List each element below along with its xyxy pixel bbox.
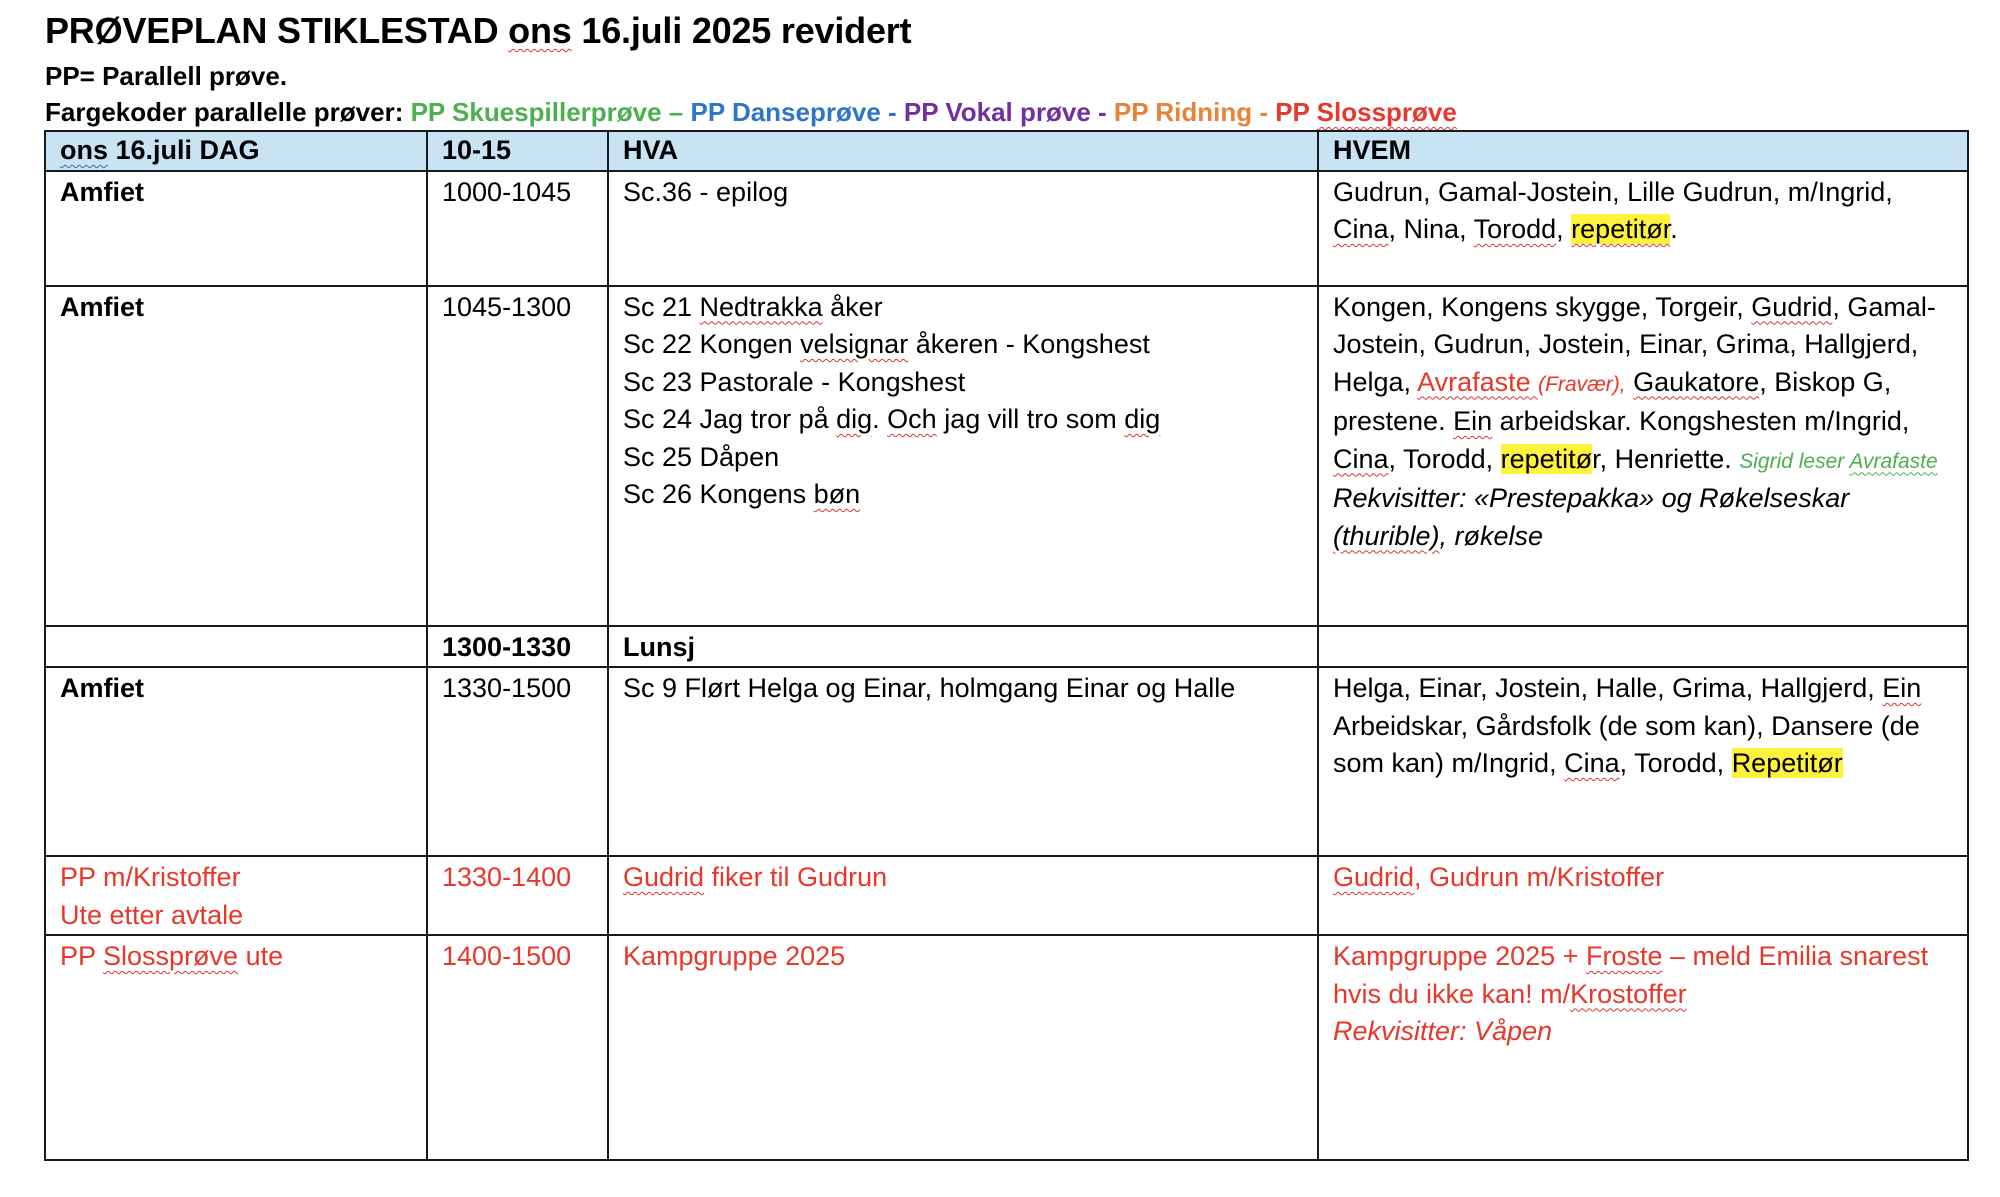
cell-what: Sc 9 Flørt Helga og Einar, holmgang Einar og Halle bbox=[608, 667, 1318, 856]
who-gudrid: Gudrid bbox=[1751, 291, 1833, 322]
place-text: ute bbox=[238, 941, 284, 971]
cell-what: Kampgruppe 2025 bbox=[608, 935, 1318, 1160]
cell-place: Amfiet bbox=[45, 286, 427, 626]
who-sigrid-note: Sigrid leser bbox=[1739, 449, 1850, 473]
cell-who bbox=[1318, 286, 1968, 626]
who-text: , Torodd, bbox=[1619, 748, 1732, 778]
header-what: HVA bbox=[608, 131, 1318, 171]
who-text: , Torodd, bbox=[1388, 443, 1501, 474]
who-repetitor-highlight: repetitør bbox=[1571, 214, 1671, 244]
scene-text: dig bbox=[1124, 404, 1161, 434]
table-row bbox=[45, 856, 1968, 935]
props-text: Rekvisitter: «Prestepakka» og Røkelseskar bbox=[1333, 483, 1850, 513]
table-row bbox=[45, 626, 1968, 668]
cell-who bbox=[1318, 935, 1968, 1160]
header-day-date: 16.juli DAG bbox=[108, 135, 260, 165]
place-line: PP m/Kristoffer bbox=[60, 862, 241, 892]
table-header-row bbox=[45, 131, 1968, 171]
cell-time: 1330-1500 bbox=[427, 667, 608, 856]
who-repetitor-highlight: repetitø bbox=[1500, 443, 1593, 474]
table-row bbox=[45, 286, 1968, 626]
cell-what: Sc.36 - epilog bbox=[608, 171, 1318, 286]
who-repetitor-highlight: Repetitør bbox=[1731, 748, 1843, 778]
cell-time: 1000-1045 bbox=[427, 171, 608, 286]
schedule-table bbox=[44, 130, 1969, 1161]
legend-sloss: Slossprøve bbox=[1316, 97, 1457, 127]
legend-skuespiller: PP Skuespillerprøve bbox=[410, 97, 662, 127]
cell-time: 1330-1400 bbox=[427, 856, 608, 935]
props-text: , røkelse bbox=[1439, 520, 1544, 551]
who-froste: Froste bbox=[1585, 941, 1663, 971]
legend-sloss-prefix: PP bbox=[1275, 97, 1317, 127]
header-who: HVEM bbox=[1318, 131, 1968, 171]
what-gudrid: Gudrid bbox=[623, 862, 705, 892]
scene-text: dig bbox=[836, 404, 873, 434]
who-text: Kampgruppe 2025 + bbox=[1333, 941, 1586, 971]
scene-line bbox=[623, 289, 1303, 327]
title-suffix: 16.juli 2025 revidert bbox=[571, 10, 912, 51]
who-text: arbeidskar. Kongshesten m/Ingrid, bbox=[1492, 406, 1910, 436]
cell-what: Lunsj bbox=[608, 626, 1318, 668]
who-text: Kongen, Kongens skygge, Torgeir, bbox=[1333, 291, 1752, 322]
header-time: 10-15 bbox=[427, 131, 608, 171]
cell-what bbox=[608, 856, 1318, 935]
who-text: Helga, Einar, Jostein, Halle, Grima, Hallgjerd, bbox=[1333, 673, 1883, 703]
scene-text: bøn bbox=[813, 479, 861, 509]
who-text: Gudrun, Gamal-Jostein, Lille Gudrun, m/Ingrid, bbox=[1333, 176, 1893, 207]
who-avrafaste: Avrafaste bbox=[1417, 366, 1539, 397]
pp-definition: PP= Parallell prøve. bbox=[45, 61, 288, 91]
table-row bbox=[45, 667, 1968, 856]
cell-who bbox=[1318, 626, 1968, 668]
props-line: Rekvisitter: Våpen bbox=[1333, 1016, 1553, 1046]
scene-line bbox=[623, 326, 1303, 364]
place-slossprove: Slossprøve bbox=[103, 941, 239, 971]
who-text: . bbox=[1670, 214, 1678, 244]
header-day bbox=[45, 131, 427, 171]
header-day-ons: ons bbox=[60, 135, 109, 165]
cell-what bbox=[608, 286, 1318, 626]
who-text: , Gamal-Jostein, Gudrun, Jostein, Einar, Grima, Hallgjerd, Helga, bbox=[1333, 291, 1936, 397]
scene-text: Sc 26 Kongens bbox=[623, 479, 814, 509]
color-code-legend bbox=[45, 94, 1965, 130]
scene-text: velsignar bbox=[800, 329, 909, 359]
place-line: Ute etter avtale bbox=[60, 899, 244, 930]
title-date-word: ons bbox=[508, 10, 572, 51]
legend-sep: – bbox=[661, 97, 691, 127]
who-gudrid: Gudrid bbox=[1333, 862, 1415, 892]
title-prefix: PRØVEPLAN STIKLESTAD bbox=[45, 10, 509, 51]
who-text: Arbeidskar, Gårdsfolk (de som kan), Dansere (de som kan) m/Ingrid, bbox=[1333, 710, 1920, 778]
scene-text: . bbox=[872, 404, 888, 434]
legend-vokal: PP Vokal prøve bbox=[903, 97, 1091, 127]
scene-text: Sc 22 Kongen bbox=[623, 329, 801, 359]
page-title bbox=[45, 8, 1965, 54]
props-text: (thurible) bbox=[1333, 520, 1440, 551]
who-gaukatore: Gaukatore bbox=[1633, 366, 1760, 397]
scene-line: Sc 25 Dåpen bbox=[623, 441, 780, 472]
who-cina: Cina bbox=[1333, 443, 1389, 474]
who-sigrid-note: Avrafaste bbox=[1849, 449, 1938, 473]
who-text: , Gudrun m/Kristoffer bbox=[1414, 862, 1665, 892]
props-line bbox=[1333, 480, 1953, 555]
who-text: , Nina, bbox=[1388, 214, 1474, 244]
who-cina: Cina bbox=[1333, 214, 1389, 244]
scene-text: Nedtrakka bbox=[699, 291, 823, 322]
who-text: , Biskop G, prestene. bbox=[1333, 366, 1892, 436]
legend-sep: - bbox=[1090, 97, 1114, 127]
scene-text: åkeren - Kongshest bbox=[908, 329, 1150, 359]
scene-text: Och bbox=[887, 404, 937, 434]
document-header bbox=[45, 8, 1965, 130]
who-text: , bbox=[1556, 214, 1572, 244]
legend-sep: - bbox=[1252, 97, 1276, 127]
cell-time: 1045-1300 bbox=[427, 286, 608, 626]
table-row bbox=[45, 171, 1968, 286]
who-torodd: Torodd bbox=[1473, 214, 1557, 244]
who-ein: Ein bbox=[1453, 406, 1493, 436]
who-ein: Ein bbox=[1882, 673, 1922, 703]
scene-line bbox=[623, 476, 1303, 514]
who-fravaer: (Fravær), bbox=[1538, 372, 1626, 396]
legend-sep: - bbox=[880, 97, 904, 127]
cell-place bbox=[45, 935, 427, 1160]
what-text: fiker til Gudrun bbox=[704, 862, 888, 892]
table-row bbox=[45, 935, 1968, 1160]
cell-who bbox=[1318, 171, 1968, 286]
who-text: – meld Emilia snarest hvis du ikke kan! m/ bbox=[1333, 941, 1929, 1009]
legend-danse: PP Danseprøve bbox=[690, 97, 881, 127]
scene-text: Sc 21 bbox=[623, 291, 700, 322]
scene-line bbox=[623, 401, 1303, 439]
who-cina: Cina bbox=[1564, 748, 1620, 778]
scene-text: åker bbox=[822, 291, 883, 322]
scene-line: Sc 23 Pastorale - Kongshest bbox=[623, 366, 966, 397]
cell-who bbox=[1318, 667, 1968, 856]
cell-place bbox=[45, 626, 427, 668]
cell-place: Amfiet bbox=[45, 171, 427, 286]
cell-who bbox=[1318, 856, 1968, 935]
cell-place: Amfiet bbox=[45, 667, 427, 856]
legend-label: Fargekoder parallelle prøver: bbox=[45, 97, 411, 127]
place-text: PP bbox=[60, 941, 104, 971]
cell-time: 1400-1500 bbox=[427, 935, 608, 1160]
cell-place bbox=[45, 856, 427, 935]
who-text: r, Henriette. bbox=[1592, 443, 1740, 474]
cell-time: 1300-1330 bbox=[427, 626, 608, 668]
scene-text: Sc 24 Jag tror på bbox=[623, 404, 837, 434]
legend-ridning: PP Ridning bbox=[1113, 97, 1253, 127]
scene-text: jag vill tro som bbox=[936, 404, 1125, 434]
who-krostoffer: Krostoffer bbox=[1570, 978, 1687, 1009]
